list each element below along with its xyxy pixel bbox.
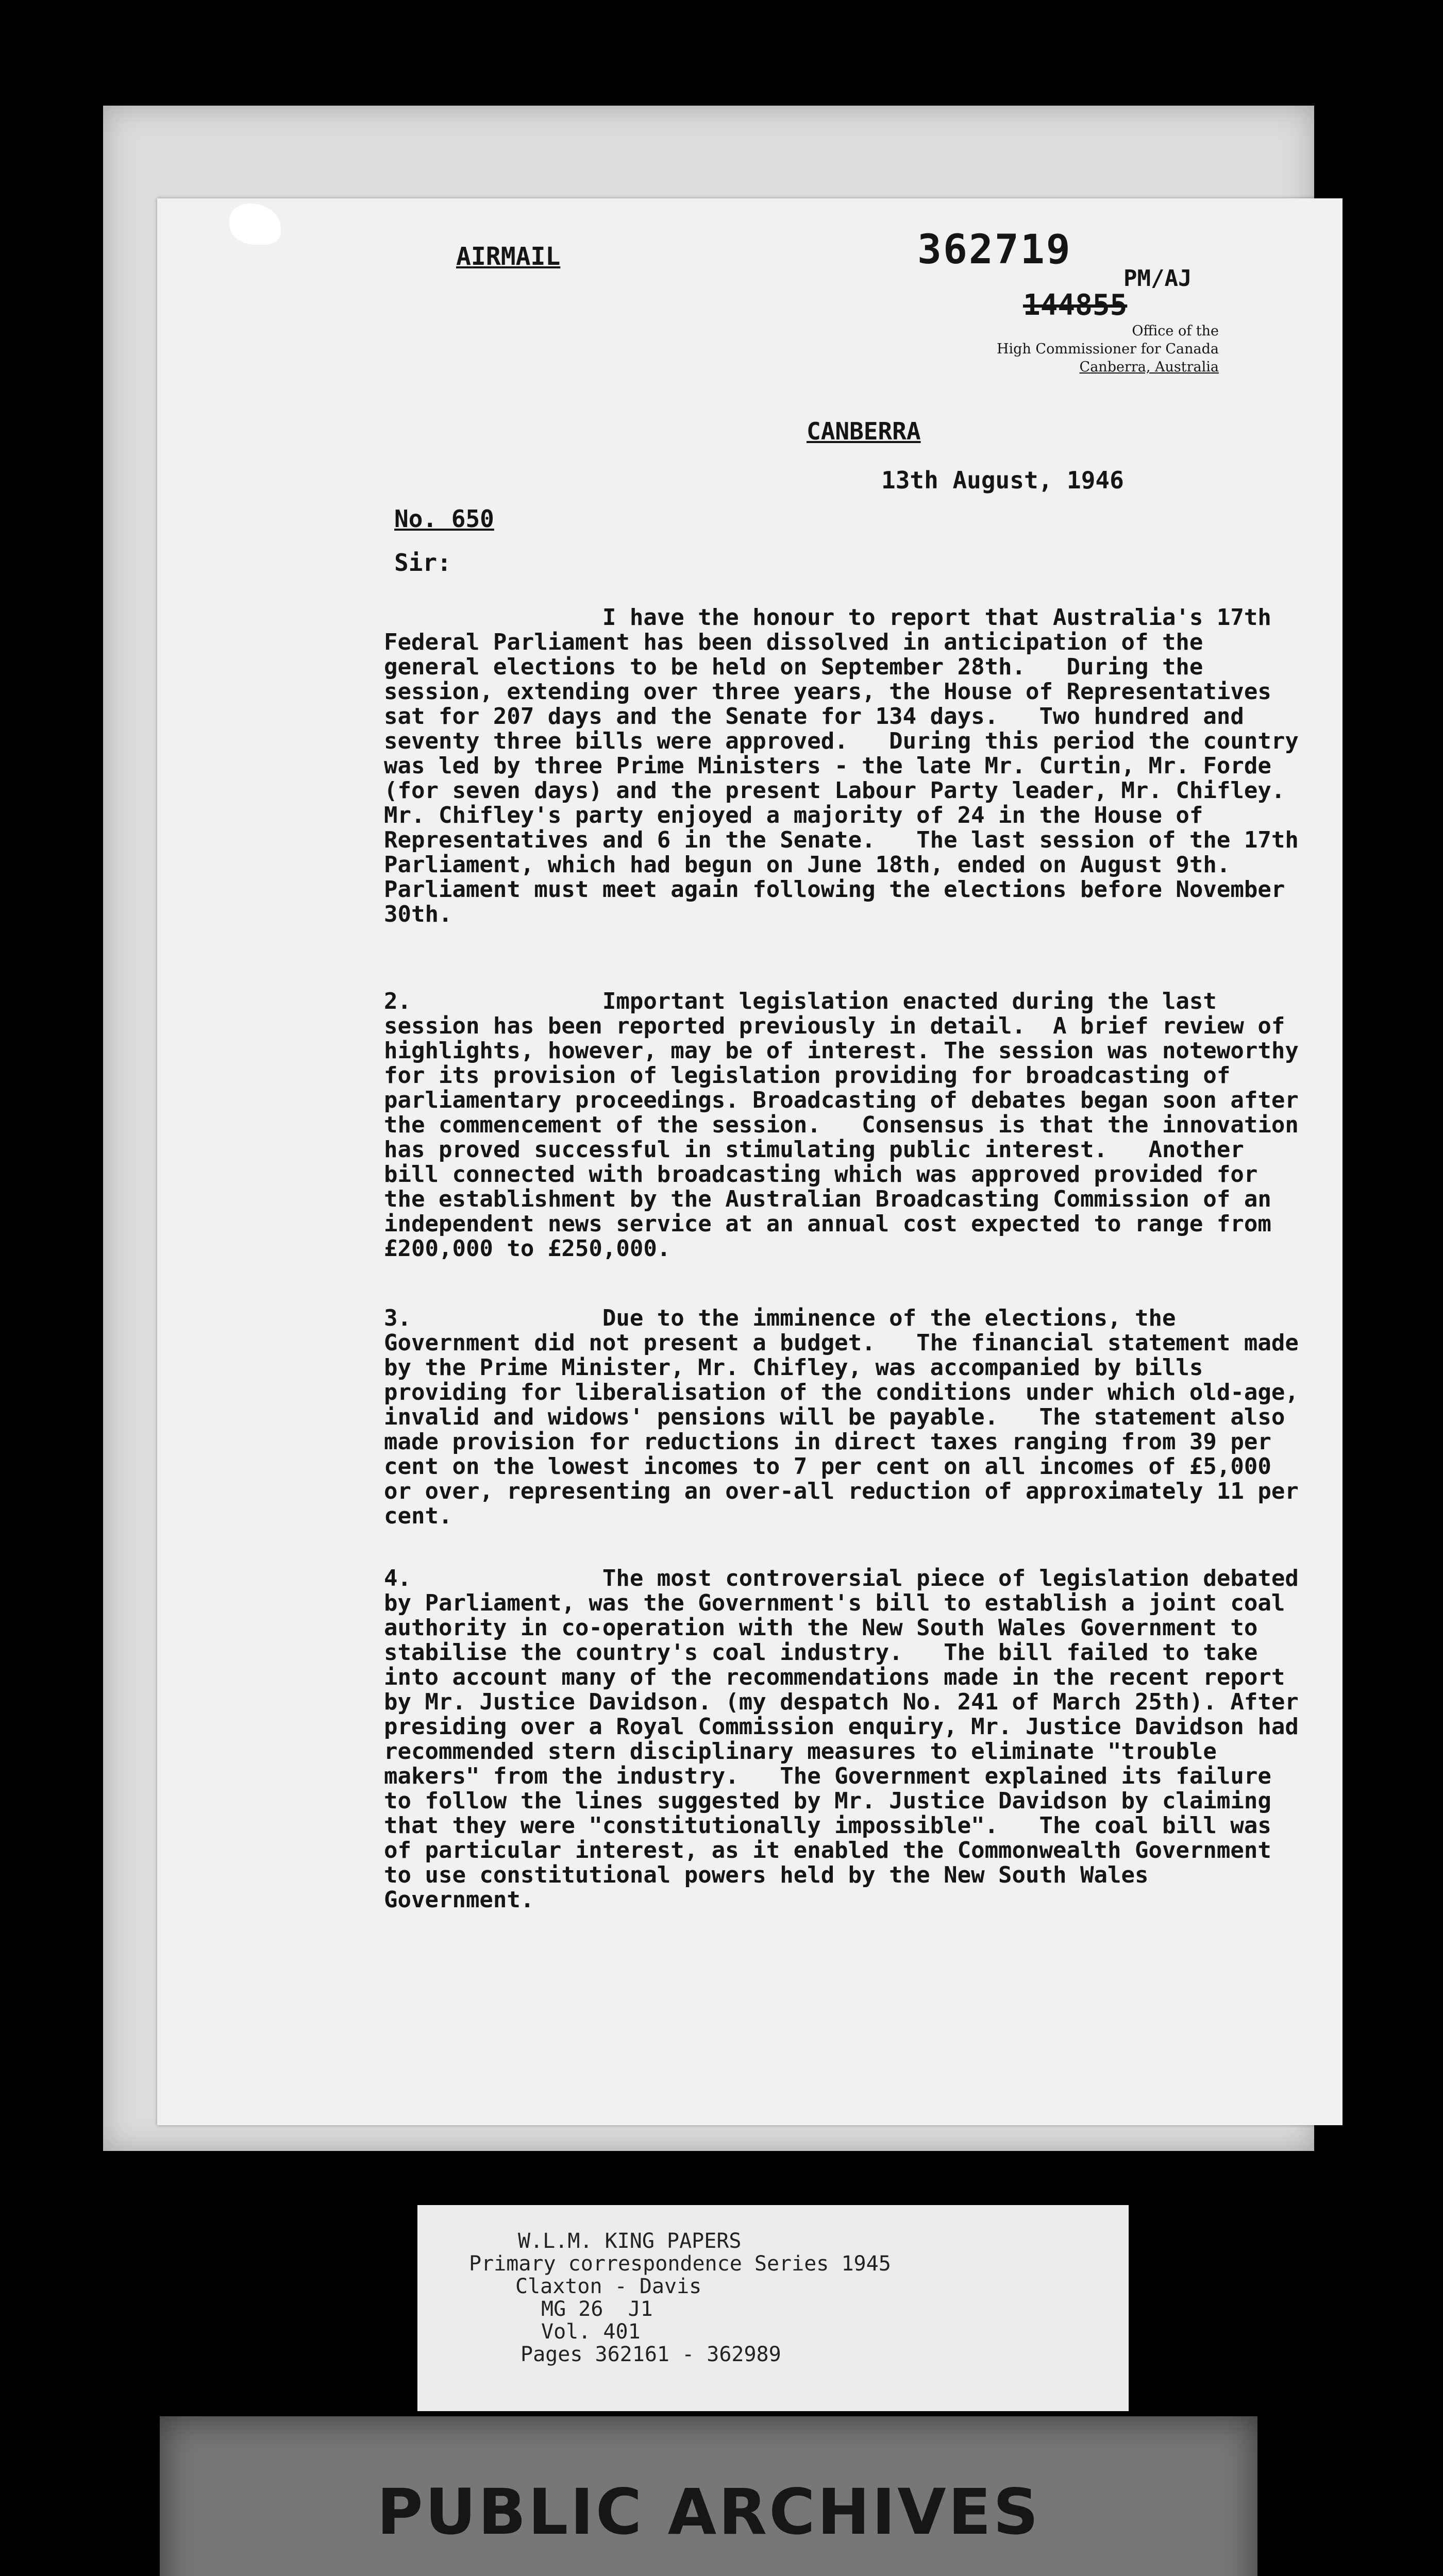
label-line-range: Claxton - Davis: [515, 2275, 702, 2298]
airmail-heading: AIRMAIL: [456, 242, 561, 271]
body-paragraph-3: 3. Due to the imminence of the elections, the Government did not present a budget. The financial statement made by the Prime Minister, Mr. Chifley, was accompanied by bills providing for liberalisation of the conditions under which old-age, invalid and widows' pensions will be payable. The statement also made provision for reductions in direct taxes ranging from 39 per cent on the lowest incomes to 7 per cent on all incomes of £5,000 or over, representing an over-all reduction of approximately 11 per cent.: [384, 1305, 1313, 1529]
public-archives-card: [160, 2416, 1257, 2576]
letter-page: [157, 198, 1343, 2125]
stamp-line: Office of the: [1132, 323, 1219, 339]
salutation: Sir:: [394, 549, 451, 577]
stamp-line: High Commissioner for Canada: [996, 341, 1219, 357]
body-paragraph-4: 4. The most controversial piece of legislation debated by Parliament, was the Government's bill to establish a joint coal authority in co-operation with the New South Wales Government to stabilise the country's coal industry. The bill failed to take into account many of the recommendations made in the recent report by Mr. Justice Davidson. (my despatch No. 241 of March 25th). After presiding over a Royal Commission enquiry, Mr. Justice Davidson had recommended stern disciplinary measures to eliminate "trouble makers" from the industry. The Government explained its failure to follow the lines suggested by Mr. Justice Davidson by claiming that they were "constitutionally impossible". The coal bill was of particular interest, as it enabled the Commonwealth Government to use constitutional powers held by the New South Wales Government.: [384, 1565, 1313, 1913]
label-line-series: Primary correspondence Series 1945: [469, 2252, 891, 2276]
reference-initials: PM/AJ: [1123, 265, 1192, 292]
label-line-collection: W.L.M. KING PAPERS: [518, 2229, 742, 2253]
label-line-volume: Vol. 401: [541, 2320, 641, 2344]
office-stamp: [971, 322, 1219, 376]
archive-reference-label: [417, 2205, 1129, 2411]
body-paragraph-2: 2. Important legislation enacted during the last session has been reported previously in detail. A brief review of highlights, however, may be of interest. The session was noteworthy for its provision of legislation providing for broadcasting of parliamentary proceedings. Broadcasting of debates began soon after the commencement of the session. Consensus is that the innovation has proved successful in stimulating public interest. Another bill connected with broadcasting which was approved provided for the establishment by the Australian Broadcasting Commission of an independent news service at an annual cost expected to range from £200,000 to £250,000.: [384, 988, 1313, 1262]
body-paragraph-1: I have the honour to report that Australia's 17th Federal Parliament has been dissolved in anticipation of the general elections to be held on September 28th. During the session, extending over three years, the House of Representatives sat for 207 days and the Senate for 134 days. Two hundred and seventy three bills were approved. During this period the country was led by three Prime Ministers - the late Mr. Curtin, Mr. Forde (for seven days) and the present Labour Party leader, Mr. Chifley. Mr. Chifley's party enjoyed a majority of 24 in the House of Representatives and 6 in the Senate. The last session of the 17th Parliament, which had begun on June 18th, ended on August 9th. Parliament must meet again following the elections before November 30th.: [384, 604, 1326, 927]
city-heading: CANBERRA: [807, 417, 921, 445]
stamp-line: Canberra, Australia: [1079, 359, 1219, 375]
label-line-mg: MG 26 J1: [541, 2297, 653, 2321]
document-number: 362719: [917, 227, 1072, 273]
archive-card-line-english: PUBLIC ARCHIVES: [377, 2476, 1041, 2549]
label-line-pages: Pages 362161 - 362989: [521, 2343, 781, 2366]
letter-date: 13th August, 1946: [881, 466, 1124, 494]
staple-tear: [229, 204, 281, 245]
struck-reference-number: 144855: [1023, 289, 1128, 322]
despatch-number: No. 650: [394, 505, 494, 533]
